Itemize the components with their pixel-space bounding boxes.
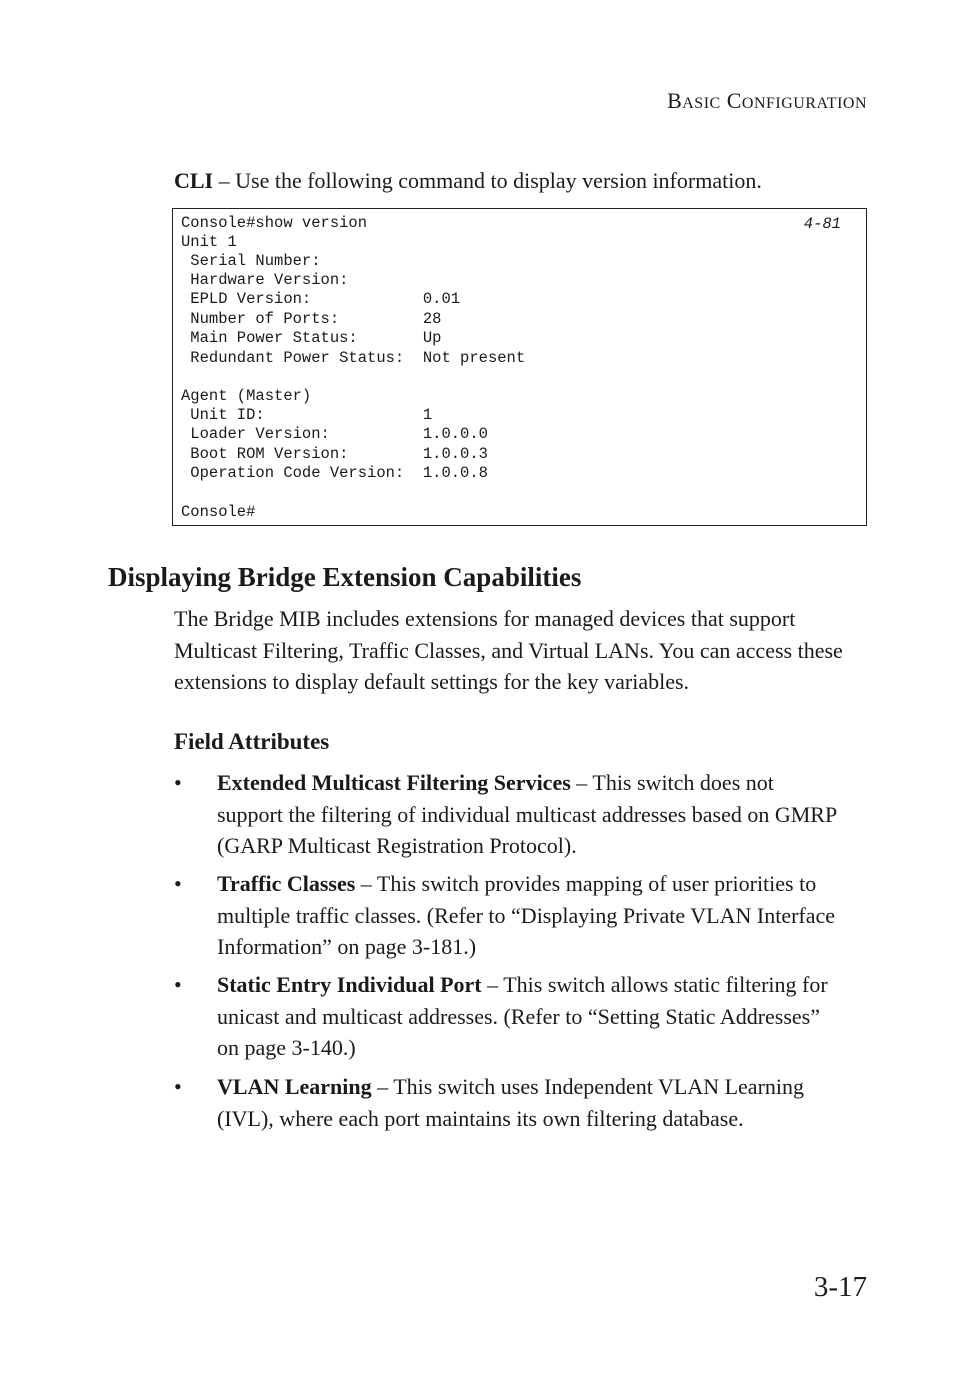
console-line: Loader Version: 1.0.0.0 xyxy=(181,425,488,443)
console-line: Unit 1 xyxy=(181,233,237,251)
running-header-smallcaps-asic: ASIC xyxy=(682,95,721,112)
list-item-text: – This switch provides mapping of user priorities to xyxy=(355,871,817,896)
list-item-term: Extended Multicast Filtering Services xyxy=(217,770,571,795)
list-item-body xyxy=(217,969,867,1064)
console-line: Main Power Status: Up xyxy=(181,329,442,347)
bullet-icon: • xyxy=(174,1074,182,1099)
list-item-body xyxy=(217,1071,867,1134)
running-header-smallcaps-onfig: ONFIGURATION xyxy=(741,95,867,112)
page-number: 3-17 xyxy=(813,1271,867,1303)
console-line: Serial Number: xyxy=(181,252,321,270)
list-item-body xyxy=(217,868,867,963)
running-header-initial-c: C xyxy=(726,88,742,113)
section-paragraph xyxy=(174,603,874,698)
console-line: Unit ID: 1 xyxy=(181,406,433,424)
paragraph-line: The Bridge MIB includes extensions for managed devices that support xyxy=(174,606,796,631)
list-item-text: – This switch allows static filtering for xyxy=(481,972,828,997)
section-title: Displaying Bridge Extension Capabilities xyxy=(108,562,582,592)
cli-intro-text: – Use the following command to display version information. xyxy=(213,168,762,193)
list-item-text: – This switch does not xyxy=(570,770,774,795)
list-item-text: – This switch uses Independent VLAN Learning xyxy=(371,1074,805,1099)
console-line: Agent (Master) xyxy=(181,387,312,405)
bullet-icon: • xyxy=(174,871,182,896)
bullet-icon: • xyxy=(174,972,182,997)
list-item-term: Traffic Classes xyxy=(217,871,356,896)
console-line: Console# xyxy=(181,503,256,521)
list-item-line: Information” on page 3-181.) xyxy=(217,934,477,959)
console-line: Operation Code Version: 1.0.0.8 xyxy=(181,464,488,482)
cli-label: CLI xyxy=(174,168,214,193)
console-line: Console#show version xyxy=(181,214,368,232)
bullet-icon: • xyxy=(174,770,182,795)
console-output-box xyxy=(172,208,867,526)
paragraph-line: Multicast Filtering, Traffic Classes, and Virtual LANs. You can access these xyxy=(174,637,843,663)
list-item-term: Static Entry Individual Port xyxy=(217,972,482,997)
list-item-line: support the filtering of individual multicast addresses based on GMRP xyxy=(217,801,838,827)
console-line: Number of Ports: 28 xyxy=(181,310,442,328)
list-item-line: multiple traffic classes. (Refer to “Displaying Private VLAN Interface xyxy=(217,902,836,928)
running-header-initial-b: B xyxy=(667,88,683,113)
console-line: Boot ROM Version: 1.0.0.3 xyxy=(181,445,488,463)
console-line: EPLD Version: 0.01 xyxy=(181,290,461,308)
list-item-line: on page 3-140.) xyxy=(217,1035,356,1060)
paragraph-line: extensions to display default settings for the key variables. xyxy=(174,669,690,694)
field-attributes-heading: Field Attributes xyxy=(174,729,330,754)
cli-intro xyxy=(174,168,874,194)
list-item-body xyxy=(217,767,867,862)
list-item-line: (GARP Multicast Registration Protocol). xyxy=(217,833,577,858)
list-item-line: unicast and multicast addresses. (Refer to “Setting Static Addresses” xyxy=(217,1003,821,1029)
list-item-line: (IVL), where each port maintains its own filtering database. xyxy=(217,1105,744,1131)
console-line: Hardware Version: xyxy=(181,271,349,289)
console-reference: 4-81 xyxy=(803,215,841,233)
list-item-term: VLAN Learning xyxy=(217,1074,372,1099)
running-header xyxy=(667,88,867,114)
console-line: Redundant Power Status: Not present xyxy=(181,349,526,367)
